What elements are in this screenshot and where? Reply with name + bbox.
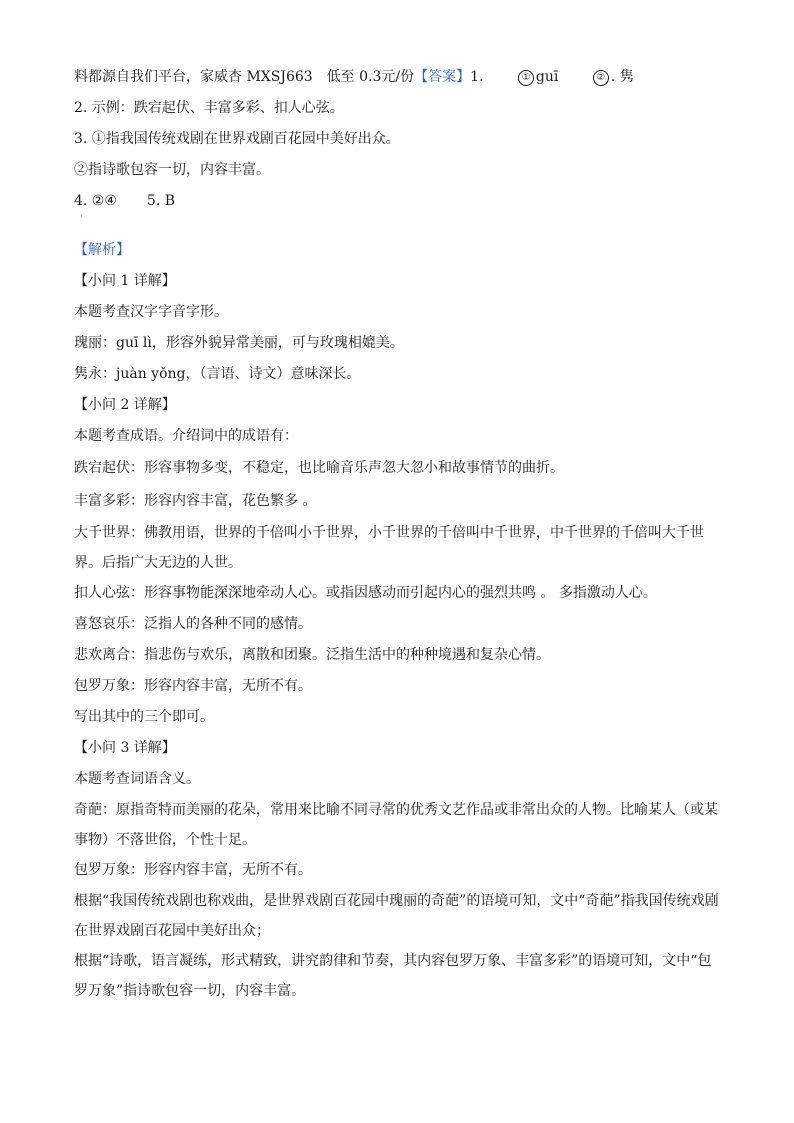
q2-line: 扣人心弦：形容事物能深深地牵动人心。或指因感动而引起内心的强烈共鸣 。 多指激动人心。 bbox=[74, 585, 657, 601]
stray-dot: · bbox=[80, 212, 83, 221]
q2-line: 包罗万象：形容内容丰富，无所不有。 bbox=[74, 678, 312, 694]
analysis-heading: 【解析】 bbox=[74, 242, 130, 258]
q3-line: 根据“诗歌，语言凝练，形式精致，讲究韵律和节奏，其内容包罗万象、丰富多彩”的语境可知，文中“包罗万象”指诗歌包容一切，内容丰富。 bbox=[74, 953, 712, 999]
header-line bbox=[74, 62, 724, 93]
q2-line: 悲欢离合：指悲伤与欢乐，离散和团聚。泛指生活中的种种境遇和复杂心情。 bbox=[74, 647, 550, 663]
q2-line: 跌宕起伏：形容事物多变，不稳定，也比喻音乐声忽大忽小和故事情节的曲折。 bbox=[74, 460, 564, 476]
answer-2: 2. 示例：跌宕起伏、丰富多彩、扣人心弦。 bbox=[74, 100, 344, 116]
q1-line: 隽永：juàn yǒng，（言语、诗文）意味深长。 bbox=[74, 366, 361, 382]
answer-number: 1. bbox=[470, 69, 484, 85]
answer-4: 4. ②④ bbox=[74, 193, 117, 209]
q3-line: 本题考查词语含义。 bbox=[74, 771, 200, 787]
answer-tag: 【答案】 bbox=[414, 69, 471, 85]
q2-line: 大千世界：佛教用语，世界的千倍叫小千世界，小千世界的千倍叫中千世界，中千世界的千倍叫大千世界。后指广大无边的人世。 bbox=[74, 525, 704, 571]
q3-line: 包罗万象：形容内容丰富，无所不有。 bbox=[74, 862, 312, 878]
q2-line: 喜怒哀乐：泛指人的各种不同的感情。 bbox=[74, 616, 312, 632]
q2-heading: 【小问 2 详解】 bbox=[74, 397, 176, 413]
answer-5: 5. B bbox=[146, 193, 176, 209]
q2-line: 本题考查成语。介绍词中的成语有： bbox=[74, 428, 298, 444]
q1-heading: 【小问 1 详解】 bbox=[74, 273, 176, 289]
circled-number-1: ① bbox=[518, 70, 534, 86]
q1-line: 瑰丽：guī lì，形容外貌异常美丽，可与玫瑰相媲美。 bbox=[74, 335, 404, 351]
q3-line: 根据“我国传统戏剧也称戏曲，是世界戏剧百花园中瑰丽的奇葩”的语境可知，文中“奇葩”指我国传统戏剧在世界戏剧百花园中美好出众； bbox=[74, 893, 719, 939]
document-page bbox=[74, 62, 724, 1006]
answer-2-text: . 隽 bbox=[610, 69, 634, 85]
answer-3-part-1: 3. ①指我国传统戏剧在世界戏剧百花园中美好出众。 bbox=[74, 131, 400, 147]
q2-line: 写出其中的三个即可。 bbox=[74, 709, 214, 725]
q1-line: 本题考查汉字字音字形。 bbox=[74, 304, 228, 320]
answer-1-text: guī bbox=[535, 69, 559, 85]
answers-4-5 bbox=[74, 186, 724, 217]
answer-3-part-2: ②指诗歌包容一切，内容丰富。 bbox=[74, 162, 270, 178]
circled-number-2: ② bbox=[593, 70, 609, 86]
q3-line: 奇葩：原指奇特而美丽的花朵，常用来比喻不同寻常的优秀文艺作品或非常出众的人物。比喻某人（或某事物）不落世俗，个性十足。 bbox=[74, 802, 718, 848]
q3-heading: 【小问 3 详解】 bbox=[74, 740, 176, 756]
q2-line: 丰富多彩：形容内容丰富，花色繁多 。 bbox=[74, 493, 317, 509]
source-text: 料都源自我们平台，家威杏 MXSJ663 低至 0.3元/份 bbox=[74, 69, 415, 85]
